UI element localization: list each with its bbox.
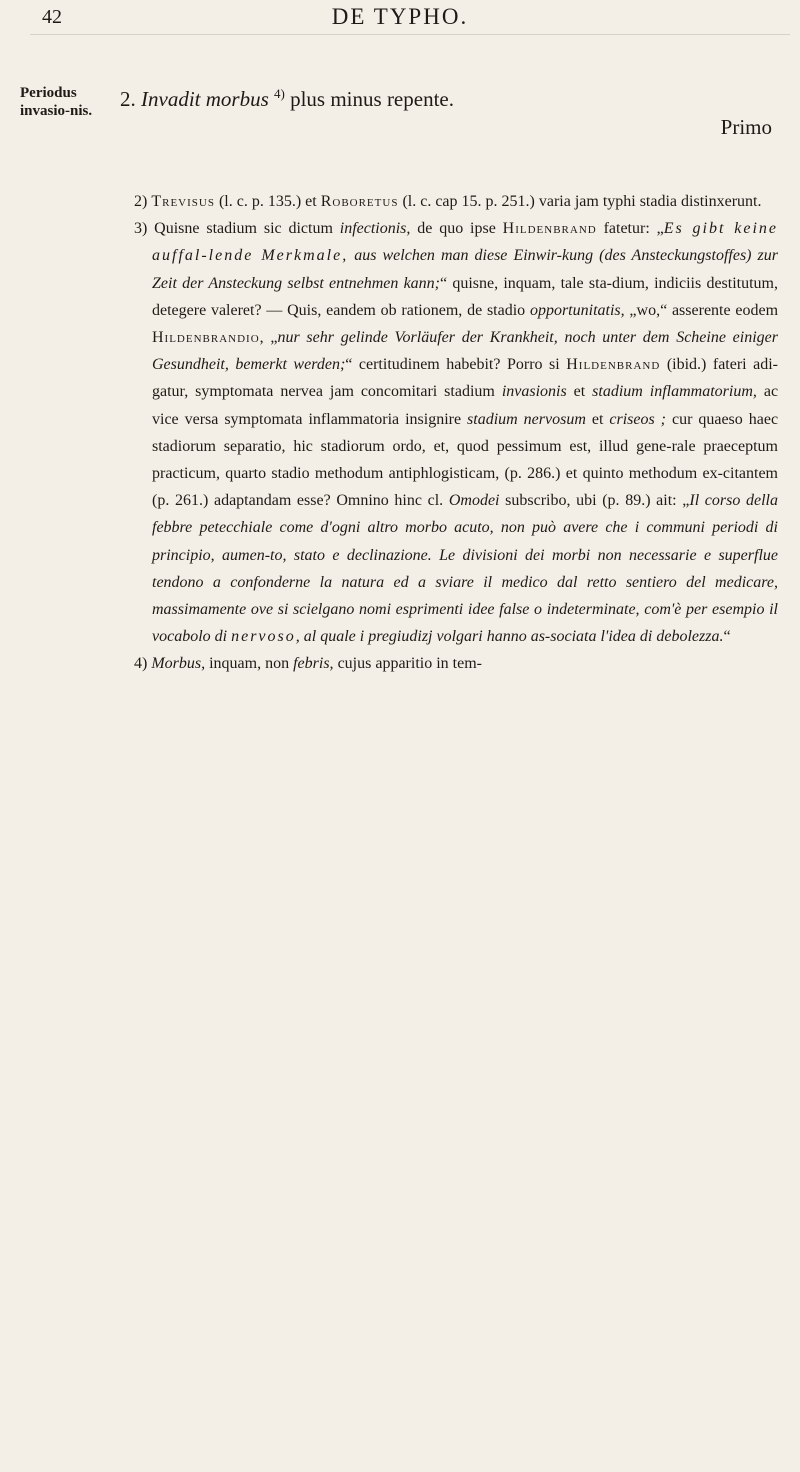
italian-quote: Il corso della febbre petecchiale come d'ogni altro morbo acuto, non può avere che i communi periodi di principio, aumen-to, stato e declinazione. Le divisioni dei morbi non necessarie e superflue tendono a confonderne la natura ed a sviare il medico dal retto sentiero del medicare, massimamente ove si scielgano nomi esprimenti idee false o indeterminate, com'è per esempio il vocabolo di — [152, 492, 779, 646]
running-title: DE TYPHO. — [331, 4, 469, 29]
german-quote-2: nur sehr gelinde Vorläufer der Krankheit, noch unter dem Scheine einiger Gesundheit, bemerkt werden; — [152, 329, 778, 374]
author-trevisus: Trevisus — [151, 193, 215, 210]
header-rule — [30, 34, 790, 35]
page-number: 42 — [42, 6, 62, 28]
author-hildenbrand-2: Hildenbrand — [566, 356, 661, 374]
catchword: Primo — [720, 115, 772, 139]
author-hildenbrandio: Hildenbrandio — [152, 329, 260, 347]
section-number: 2. — [120, 87, 136, 111]
footnote-4: 4) Morbus, inquam, non febris, cujus apparitio in tem- — [134, 655, 482, 673]
german-quote: aus welchen man diese Einwir-kung (des Ansteckungstoffes) zur Zeit der Ansteckung selbst entnehmen kann; — [152, 247, 778, 292]
german-quote-spaced: Es gibt keine auffal-lende Merkmale, — [152, 220, 779, 265]
margin-note: Periodus invasio-nis. — [20, 85, 93, 119]
author-hildenbrand: Hildenbrand — [502, 220, 597, 238]
footnotes — [134, 188, 778, 678]
section-text: plus minus repente. — [290, 87, 454, 111]
section-title: Invadit morbus — [141, 87, 269, 111]
section-heading — [120, 80, 780, 141]
footnote-ref: 4) — [274, 86, 285, 101]
footnote-3: 3) Quisne stadium sic dictum infectionis, de quo ipse Hildenbrand fatetur: „Es gibt keine auffal-lende Merkmale, aus welchen man diese Einwir-kung (des Ansteckungstoffes) zur Zeit der Ansteckung selbst entnehmen kann;“ quisne, inquam, tale sta-dium, indiciis destitutum, detegere valeret? — Quis, eandem ob rationem, de stadio opportunitatis, „wo,“ asserente eodem Hildenbrandio, „nur sehr gelinde Vorläufer der Krankheit, noch unter dem Scheine einiger Gesundheit, bemerkt werden;“ certitudinem habebit? Porro si Hildenbrand (ibid.) fateri adi-gatur, symptomata nervea jam concomitari stadium invasionis et stadium inflammatorium, ac vice versa symptomata inflammatoria insignire stadium nervosum et criseos ; cur quaeso haec stadiorum separatio, hic stadiorum ordo, et, quod pessimum est, illud gene-rale praeceptum practicum, quarto stadio methodum antiphlogisticam, (p. 286.) et quinto methodum ex-citantem (p. 261.) adaptandam esse? Omnino hinc cl. Omodei subscribo, ubi (p. 89.) ait: „Il corso della febbre petecchiale come d'ogni altro morbo acuto, non può avere che i communi periodi di principio, aumen-to, stato e declinazione. Le divisioni dei morbi non necessarie e superflue tendono a confonderne la natura ed a sviare il medico dal retto sentiero del medicare, massimamente ove si scielgano nomi esprimenti idee false o indeterminate, com'è per esempio il vocabolo di nervoso, al quale i pregiudizj volgari hanno as-sociata l'idea di debolezza.“ — [134, 220, 779, 646]
footnote-2: 2) Trevisus (l. c. p. 135.) et Roboretus (l. c. cap 15. p. 251.) varia jam typhi stadia distinxerunt. — [134, 193, 762, 210]
author-roboretus: Roboretus — [320, 193, 399, 210]
